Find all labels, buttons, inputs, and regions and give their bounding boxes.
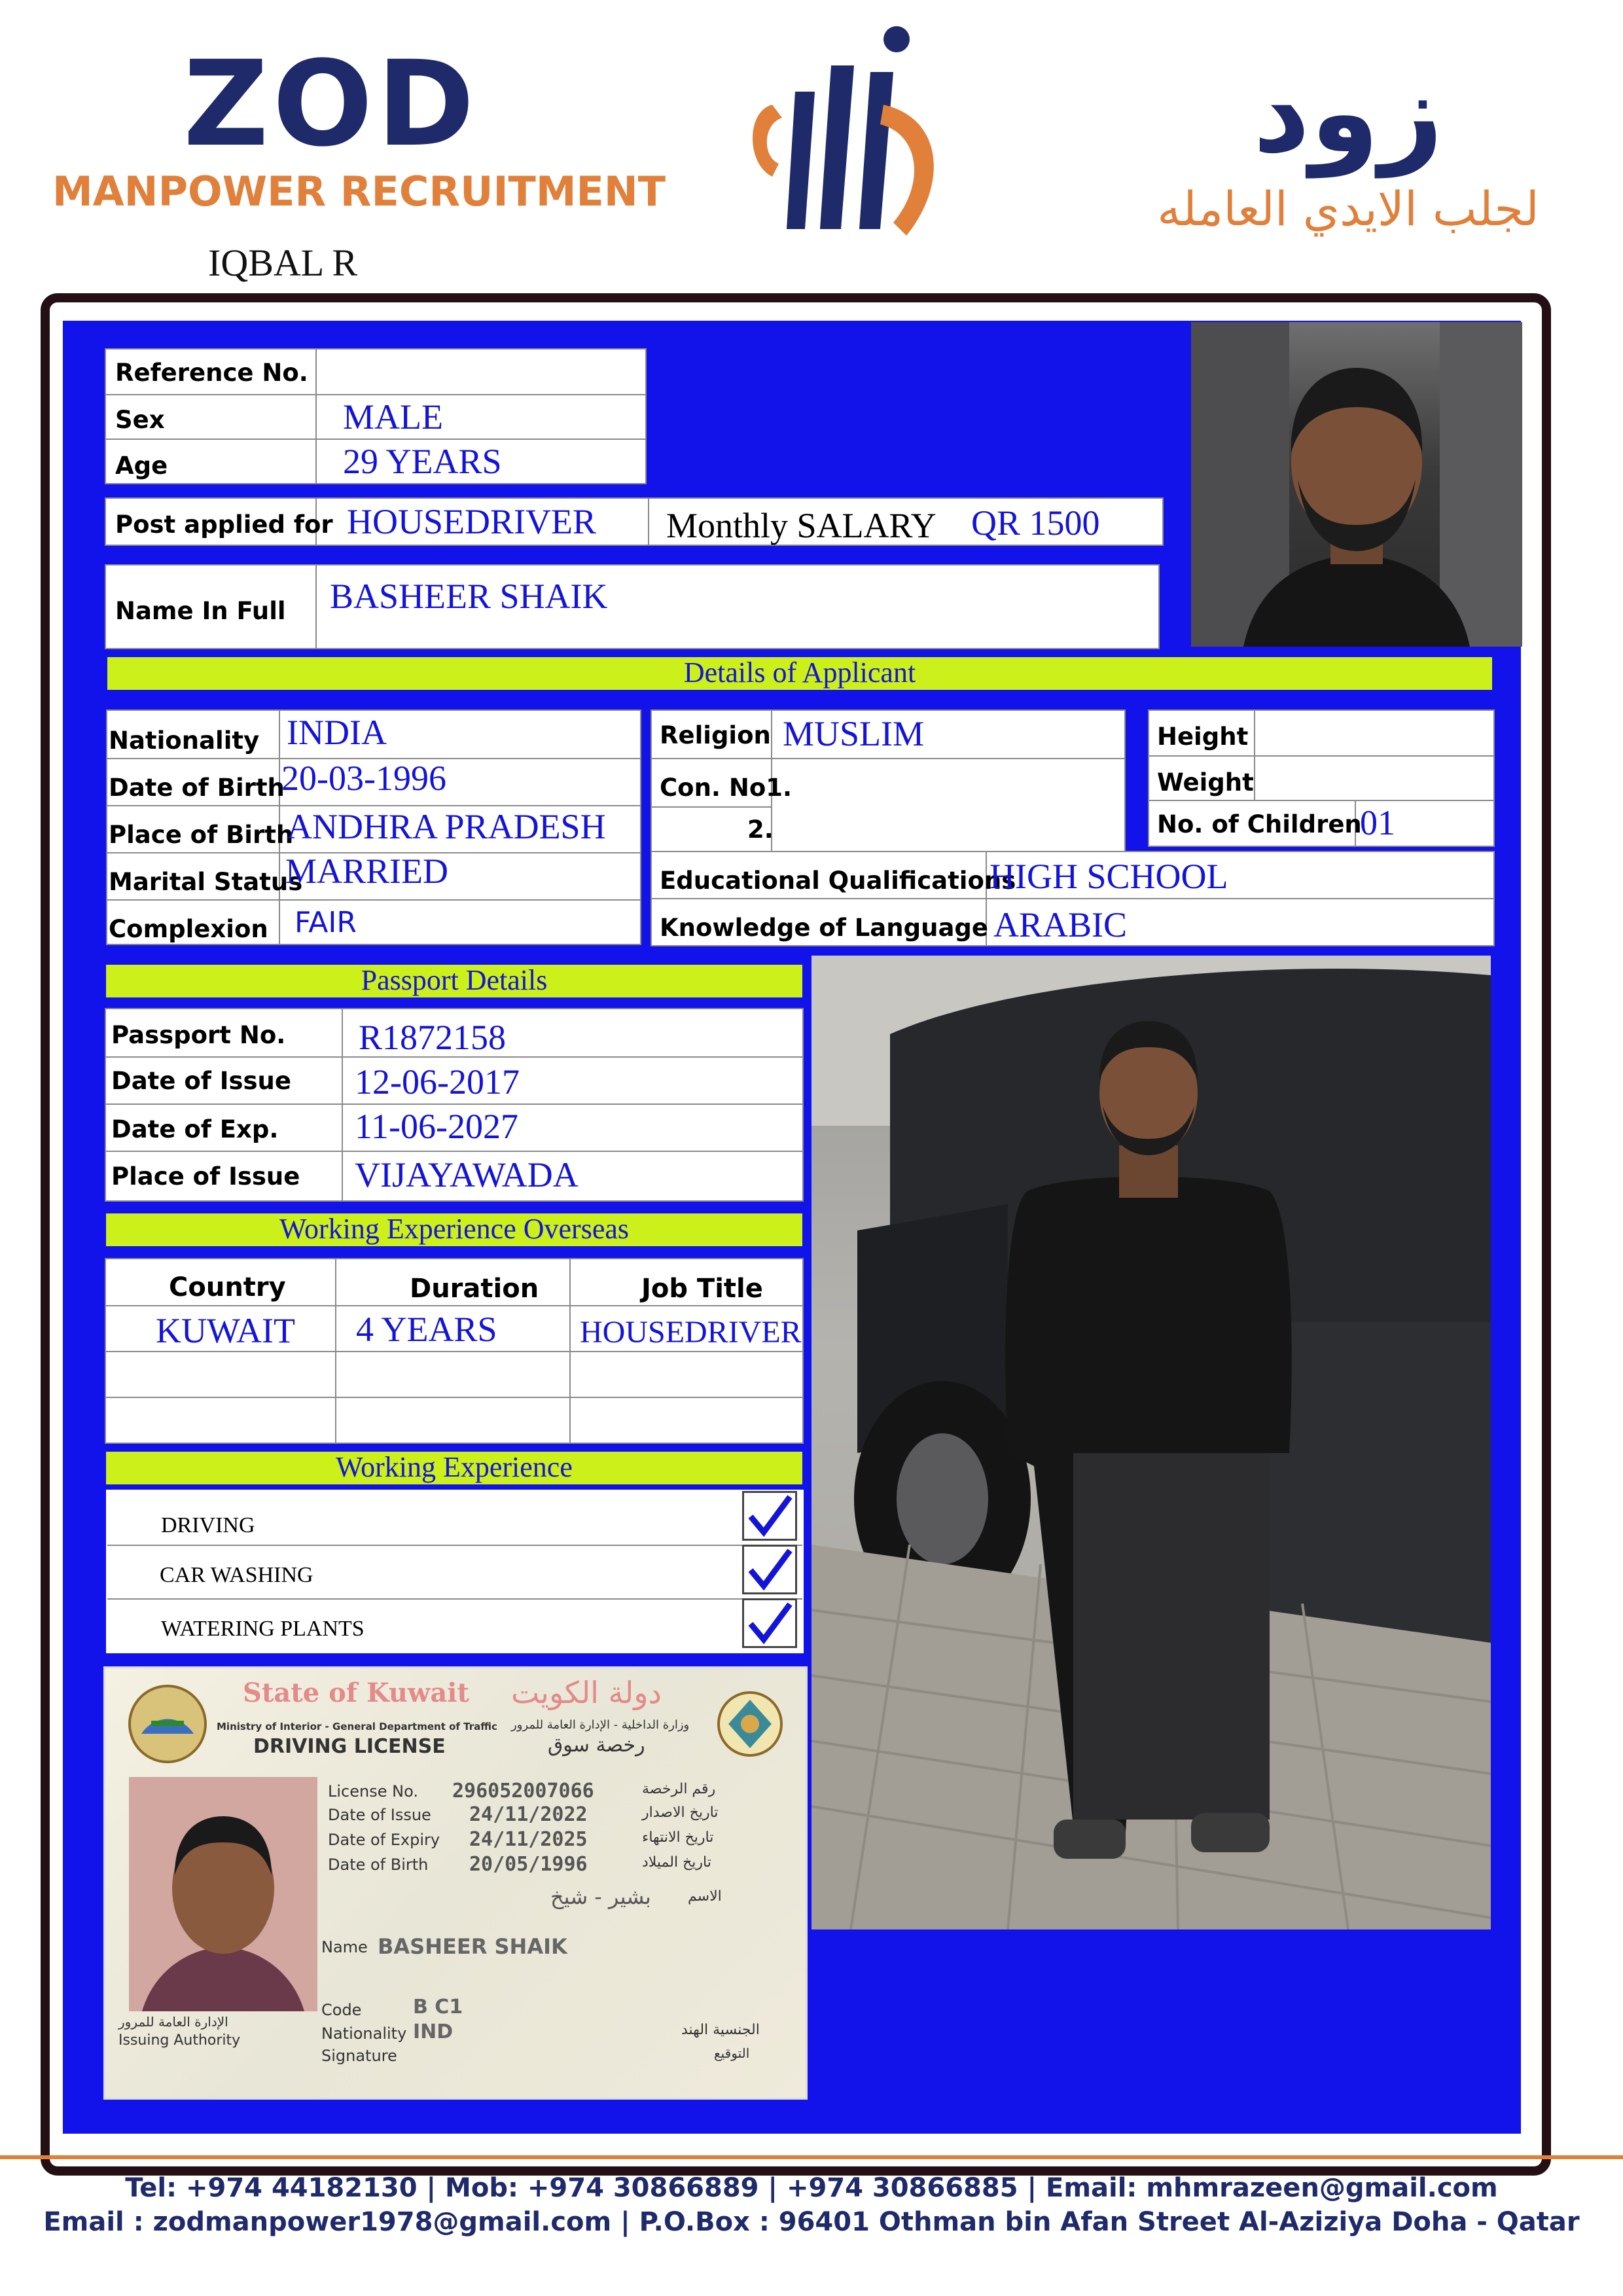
skill-watering-plants: WATERING PLANTS xyxy=(161,1617,365,1641)
license-name-value: BASHEER SHAIK xyxy=(378,1934,567,1959)
children-value: 01 xyxy=(1360,803,1395,842)
overseas-section-header: Working Experience Overseas xyxy=(106,1213,802,1246)
overseas-row1-duration: 4 YEARS xyxy=(356,1310,497,1349)
license-nat-label: Nationality xyxy=(321,2024,407,2043)
license-authority-en: Issuing Authority xyxy=(118,2032,241,2049)
passport-place-value: VIJAYAWADA xyxy=(355,1155,579,1194)
checkbox-watering-plants[interactable] xyxy=(742,1598,797,1648)
skill-car-washing: CAR WASHING xyxy=(160,1563,313,1587)
marital-label: Marital Status xyxy=(109,868,303,896)
name-table xyxy=(105,564,1160,649)
overseas-col-duration: Duration xyxy=(410,1274,539,1304)
reference-label: Reference No. xyxy=(115,359,308,387)
pob-label: Place of Birth xyxy=(109,821,294,849)
physical-table xyxy=(1148,709,1495,847)
license-dob-label: Date of Birth xyxy=(328,1856,429,1874)
complexion-value: FAIR xyxy=(294,906,357,939)
license-ministry-ar: وزارة الداخلية - الإدارة العامة للمرور xyxy=(511,1718,690,1732)
details-left-table xyxy=(106,709,641,945)
name-label: Name In Full xyxy=(115,597,286,625)
license-authority-ar: الإدارة العامة للمرور xyxy=(118,2014,228,2030)
driving-license-card xyxy=(103,1666,808,2100)
license-photo xyxy=(129,1777,317,2011)
height-label: Height xyxy=(1157,723,1249,751)
children-label: No. of Children xyxy=(1157,810,1362,838)
overseas-col-job: Job Title xyxy=(641,1274,763,1304)
passport-section-header: Passport Details xyxy=(106,965,802,997)
license-nat-value: IND xyxy=(413,2020,454,2043)
overseas-table xyxy=(105,1258,804,1444)
license-title-ar: رخصة سوق xyxy=(548,1734,645,1757)
language-value: ARABIC xyxy=(993,905,1128,944)
details-section-header: Details of Applicant xyxy=(107,657,1492,690)
license-no-label: License No. xyxy=(328,1782,418,1801)
contact1-label: Con. No1. xyxy=(660,774,793,802)
checkmark-icon xyxy=(744,1600,795,1646)
license-nat-ar: الجنسية الهند xyxy=(681,2022,760,2038)
footer-contact-line: Tel: +974 44182130 | Mob: +974 30866889 | +974 30866885 | Email: mhmrazeen@gmail.com xyxy=(125,2173,1498,2203)
nationality-label: Nationality xyxy=(109,726,260,755)
age-label: Age xyxy=(115,452,168,480)
traffic-department-logo-icon xyxy=(714,1688,786,1760)
license-no-value: 296052007066 xyxy=(452,1780,594,1803)
education-table xyxy=(651,851,1495,946)
license-state-ar: دولة الكويت xyxy=(511,1675,662,1710)
post-label: Post applied for xyxy=(115,511,333,539)
passport-exp-value: 11-06-2027 xyxy=(355,1107,518,1146)
license-state-en: State of Kuwait xyxy=(243,1677,469,1708)
license-sig-ar: التوقيع xyxy=(714,2045,750,2061)
marital-value: MARRIED xyxy=(285,852,449,891)
passport-issue-label: Date of Issue xyxy=(111,1067,291,1095)
brand-subtitle: MANPOWER RECRUITMENT xyxy=(52,168,666,215)
license-ministry-en: Ministry of Interior - General Department of Traffic xyxy=(217,1721,497,1732)
brand-mark-icon xyxy=(733,13,995,249)
brand-name: ZOD xyxy=(183,36,478,173)
checkbox-driving[interactable] xyxy=(742,1491,797,1541)
salary-value: QR 1500 xyxy=(971,503,1100,543)
complexion-label: Complexion xyxy=(109,915,268,943)
post-value: HOUSEDRIVER xyxy=(347,502,597,541)
pob-value: ANDHRA PRADESH xyxy=(287,807,606,846)
passport-exp-label: Date of Exp. xyxy=(111,1115,279,1143)
name-value: BASHEER SHAIK xyxy=(330,577,608,616)
checkbox-car-washing[interactable] xyxy=(742,1545,797,1594)
passport-number-value: R1872158 xyxy=(359,1018,507,1057)
license-exp-ar: تاريخ الانتهاء xyxy=(642,1829,714,1846)
license-exp-label: Date of Expiry xyxy=(328,1831,440,1849)
license-name-ar-label: الاسم xyxy=(688,1888,722,1905)
checkmark-icon xyxy=(744,1547,795,1592)
license-code-label: Code xyxy=(321,2001,362,2019)
education-value: HIGH SCHOOL xyxy=(990,857,1228,896)
skills-table xyxy=(106,1490,804,1653)
license-name-ar-value: بشير - شيخ xyxy=(550,1884,651,1909)
license-code-value: B C1 xyxy=(413,1996,463,2018)
license-issue-label: Date of Issue xyxy=(328,1806,431,1824)
passport-place-label: Place of Issue xyxy=(111,1162,300,1191)
education-label: Educational Qualifications xyxy=(660,867,1016,895)
language-label: Knowledge of Language xyxy=(660,914,988,942)
owner-name: IQBAL R xyxy=(208,242,358,284)
personal-info-table xyxy=(105,348,647,484)
passport-number-label: Passport No. xyxy=(111,1021,286,1049)
logo-arabic xyxy=(1099,48,1597,236)
dob-label: Date of Birth xyxy=(109,774,285,802)
license-no-ar: رقم الرخصة xyxy=(642,1781,716,1797)
sex-label: Sex xyxy=(115,406,165,434)
age-value: 29 YEARS xyxy=(343,442,502,481)
overseas-row1-job: HOUSEDRIVER xyxy=(580,1315,802,1350)
footer-divider xyxy=(0,2155,1623,2159)
contact2-label: 2. xyxy=(747,816,774,844)
passport-table xyxy=(105,1008,804,1202)
skill-driving: DRIVING xyxy=(161,1513,255,1537)
nationality-value: INDIA xyxy=(287,713,387,752)
overseas-row1-country: KUWAIT xyxy=(156,1311,295,1350)
overseas-col-country: Country xyxy=(169,1272,286,1302)
religion-label: Religion xyxy=(660,721,771,749)
license-title-en: DRIVING LICENSE xyxy=(253,1735,446,1758)
checkmark-icon xyxy=(744,1493,795,1539)
weight-label: Weight xyxy=(1157,768,1254,797)
brand-name-arabic: زود xyxy=(1253,48,1444,178)
experience-section-header: Working Experience xyxy=(106,1452,802,1484)
sex-value: MALE xyxy=(343,397,443,437)
license-sig-label: Signature xyxy=(321,2047,397,2065)
license-name-label: Name xyxy=(321,1938,368,1956)
footer-address-line: Email : zodmanpower1978@gmail.com | P.O.Box : 96401 Othman bin Afan Street Al-Aziziya Doha - Qatar xyxy=(43,2207,1580,2237)
passport-issue-value: 12-06-2017 xyxy=(355,1062,520,1102)
post-table xyxy=(105,497,1164,546)
religion-value: MUSLIM xyxy=(783,714,925,753)
salary-label: Monthly SALARY xyxy=(666,506,936,545)
license-exp-value: 24/11/2025 xyxy=(469,1828,588,1851)
license-issue-ar: تاريخ الاصدار xyxy=(642,1804,719,1821)
religion-table xyxy=(651,709,1126,852)
license-issue-value: 24/11/2022 xyxy=(469,1803,588,1826)
license-dob-value: 20/05/1996 xyxy=(469,1853,588,1876)
logo-english xyxy=(52,36,666,215)
dob-value: 20-03-1996 xyxy=(281,759,446,798)
applicant-full-photo xyxy=(812,956,1491,1929)
applicant-portrait-photo xyxy=(1191,322,1522,647)
brand-subtitle-arabic: لجلب الايدي العامله xyxy=(1157,181,1539,236)
kuwait-emblem-icon xyxy=(125,1681,210,1767)
license-dob-ar: تاريخ الميلاد xyxy=(642,1854,711,1871)
